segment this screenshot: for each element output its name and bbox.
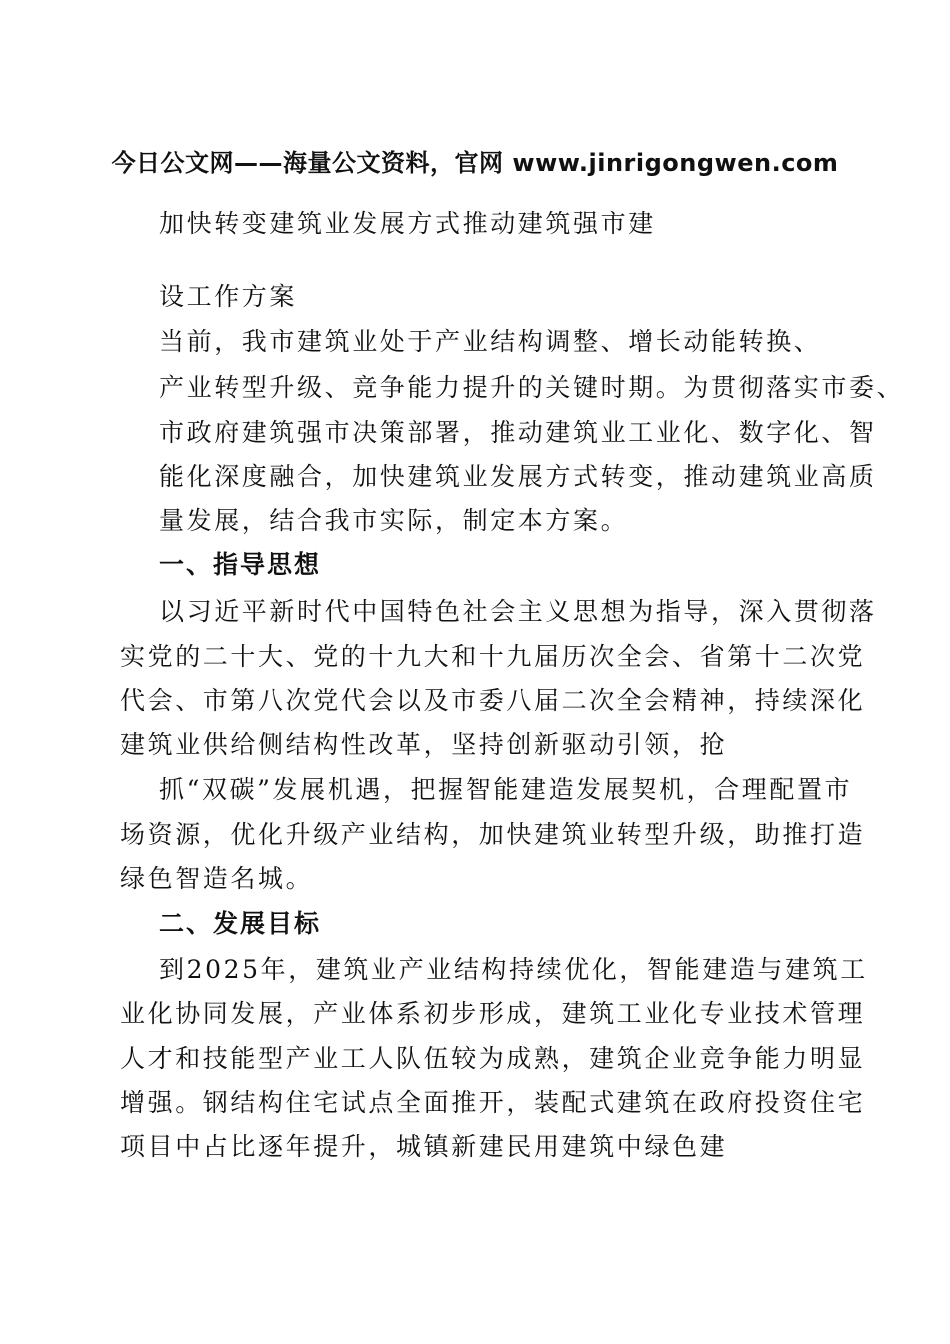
section2-line-3: 人才和技能型产业工人队伍较为成熟，建筑企业竞争能力明显 xyxy=(120,1044,866,1073)
section1-line-2: 实党的二十大、党的十九大和十九届历次全会、省第十二次党 xyxy=(120,642,866,671)
section1-line-5: 抓“双碳”发展机遇，把握智能建造发展契机，合理配置市 xyxy=(159,775,853,804)
section1-line-7: 绿色智造名城。 xyxy=(120,864,314,893)
section1-line-4: 建筑业供给侧结构性改革，坚持创新驱动引领，抢 xyxy=(120,730,728,759)
intro-line-3: 市政府建筑强市决策部署，推动建筑业工业化、数字化、智 xyxy=(159,418,877,447)
section2-line-4: 增强。钢结构住宅试点全面推开，装配式建筑在政府投资住宅 xyxy=(120,1088,866,1117)
doc-title-line-2: 设工作方案 xyxy=(159,282,298,311)
intro-line-1: 当前，我市建筑业处于产业结构调整、增长动能转换、 xyxy=(159,327,822,356)
intro-line-5: 量发展，结合我市实际，制定本方案。 xyxy=(159,506,629,535)
section1-line-1: 以习近平新时代中国特色社会主义思想为指导，深入贯彻落 xyxy=(159,597,877,626)
section-heading-guiding-ideology: 一、指导思想 xyxy=(159,550,322,579)
section2-line-2: 业化协同发展，产业体系初步形成，建筑工业化专业技术管理 xyxy=(120,999,866,1028)
section2-line-5: 项目中占比逐年提升，城镇新建民用建筑中绿色建 xyxy=(120,1132,728,1161)
doc-title-line-1: 加快转变建筑业发展方式推动建筑强市建 xyxy=(159,209,656,238)
section2-line-1: 到2025年，建筑业产业结构持续优化，智能建造与建筑工 xyxy=(159,955,868,984)
intro-line-4: 能化深度融合，加快建筑业发展方式转变，推动建筑业高质 xyxy=(159,462,877,491)
intro-line-2: 产业转型升级、竞争能力提升的关键时期。为贯彻落实市委、 xyxy=(159,373,905,402)
section1-line-3: 代会、市第八次党代会以及市委八届二次全会精神，持续深化 xyxy=(120,686,866,715)
section-heading-development-goals: 二、发展目标 xyxy=(159,909,322,938)
site-header-banner: 今日公文网——海量公文资料，官网 www.jinrigongwen.com xyxy=(111,149,839,177)
section1-line-6: 场资源，优化升级产业结构，加快建筑业转型升级，助推打造 xyxy=(120,820,866,849)
